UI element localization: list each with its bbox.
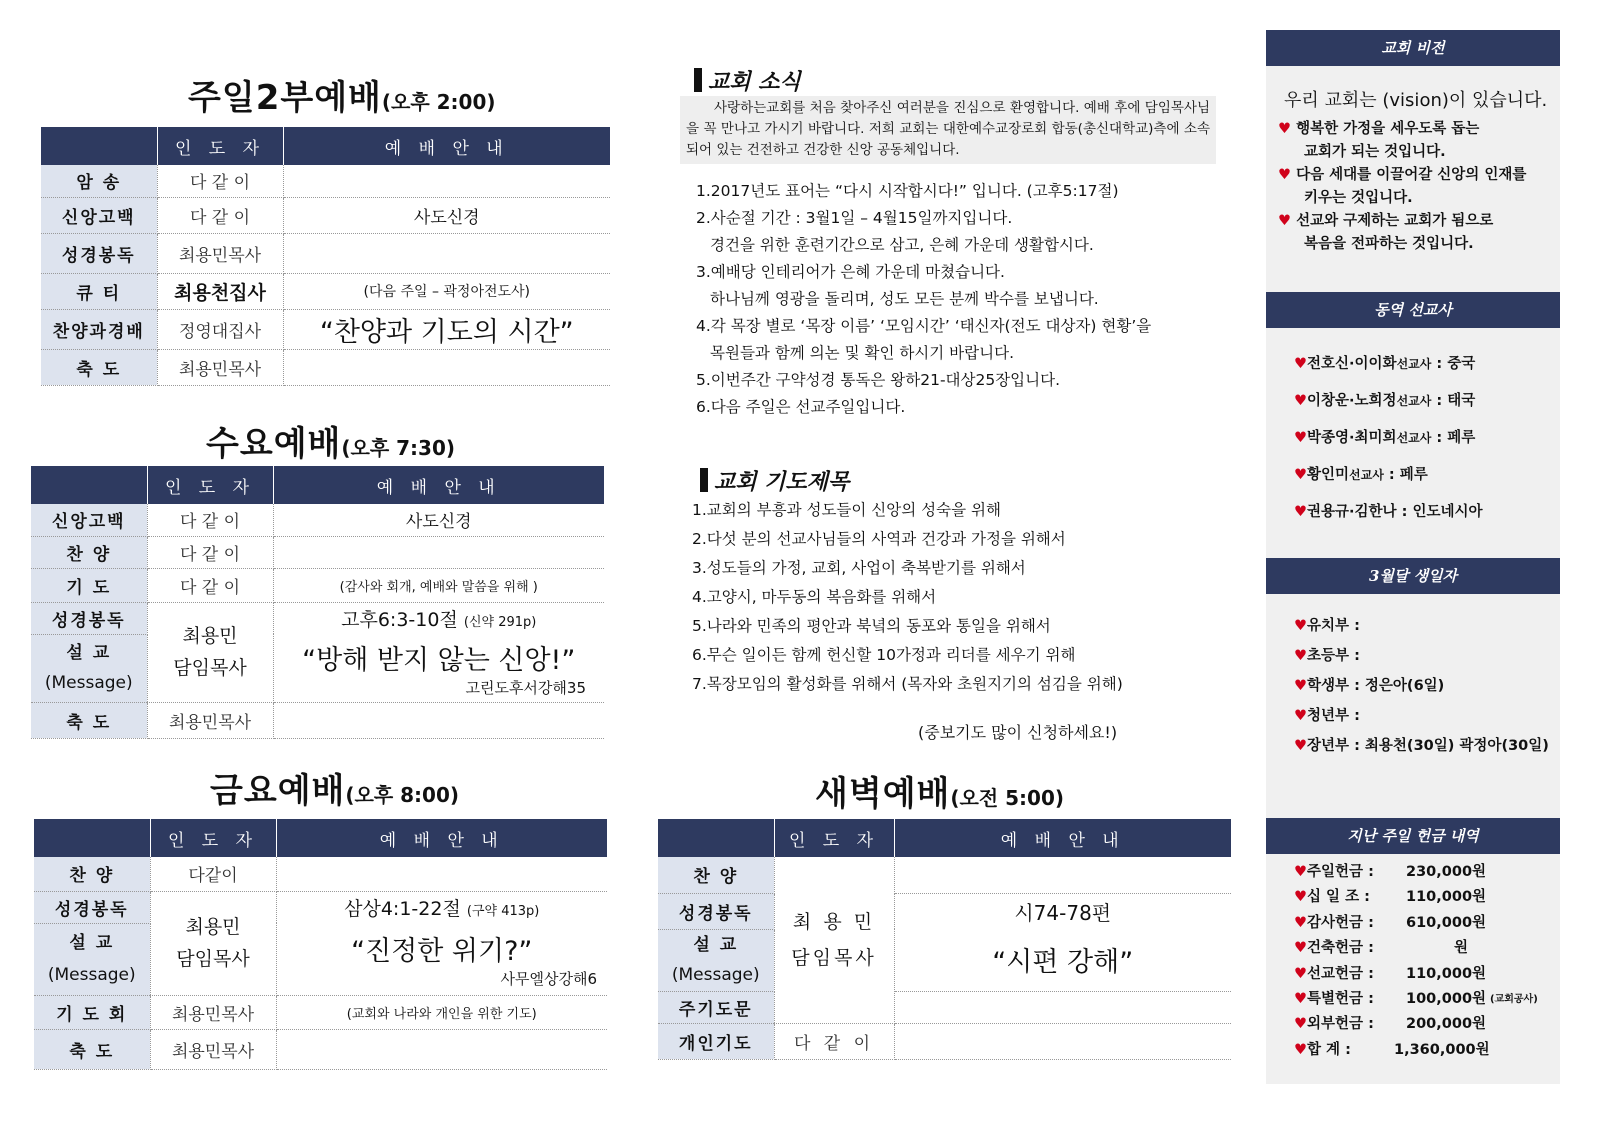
list-item: 6.무슨 일이든 함께 헌신할 10가정과 리더를 세우기 위해 (692, 646, 1076, 664)
table-header: 인 도 자 예 배 안 내 (658, 819, 1231, 857)
birthdays-heading: 3월달 생일자 (1266, 558, 1560, 594)
list-item: ♥외부헌금 : 200,000원 (1294, 1016, 1487, 1033)
list-item: ♥장년부 : 최용천(30일) 곽정아(30일) (1294, 738, 1549, 754)
table-row: 축 도 최용민목사 (34, 1029, 607, 1069)
friday-title: 금요예배(오후 8:00) (210, 771, 460, 811)
news-heading: 교회 소식 (694, 65, 801, 96)
heart-icon: ♥ (1294, 965, 1307, 982)
missionary-list (1294, 352, 1483, 537)
table-row: 설 교 (Message) “시편 강해” (658, 929, 1231, 991)
heart-icon: ♥ (1294, 393, 1307, 409)
prayer-footer: (중보기도 많이 신청하세요!) (918, 723, 1118, 742)
sunday-title: 주일2부예배(오후 2:00) (188, 78, 496, 118)
list-item: 키우는 것입니다. (1304, 190, 1413, 206)
heart-icon: ♥ (1294, 889, 1307, 906)
list-item: ♥이창운·노희정선교사 : 태국 (1294, 393, 1476, 409)
list-item: ♥특별헌금 : 100,000원 (교회공사) (1294, 990, 1538, 1007)
list-item: ♥감사헌금 : 610,000원 (1294, 914, 1487, 931)
list-item: 2.사순절 기간 : 3월1일 – 4월15일까지입니다. (696, 209, 1013, 227)
table-row: 기 도 다 같 이 (감사와 회개, 예배와 말씀을 위해 ) (31, 568, 604, 602)
list-item: 하나님께 영광을 돌리며, 성도 모든 분께 박수를 보냅니다. (710, 290, 1099, 308)
heart-icon: ♥ (1294, 940, 1307, 957)
heart-icon: ♥ (1294, 504, 1307, 520)
list-item: ♥전호신·이이화선교사 : 중국 (1294, 356, 1476, 372)
list-item: ♥ 행복한 가정을 세우도록 돕는 (1278, 121, 1480, 137)
list-item: ♥십 일 조 : 110,000원 (1294, 889, 1487, 906)
list-item: ♥청년부 : (1294, 708, 1360, 724)
birthday-list (1294, 614, 1549, 764)
offering-heading: 지난 주일 헌금 내역 (1266, 818, 1560, 854)
friday-table (34, 819, 607, 1070)
table-row: 성경봉독 최용민 담임목사 삼상4:1-22절 (구약 413p) (34, 891, 607, 923)
news-list (696, 178, 1216, 421)
heart-icon: ♥ (1294, 648, 1307, 664)
heart-icon: ♥ (1294, 467, 1307, 483)
table-row: 성경봉독 최용민 담임목사 고후6:3-10절 (신약 291p) (31, 602, 604, 634)
vision-heading: 교회 비전 (1266, 30, 1560, 66)
sunday-table (41, 127, 610, 386)
table-row: 주기도문 (658, 991, 1231, 1023)
heart-icon: ♥ (1278, 213, 1291, 229)
vision-list (1278, 118, 1560, 256)
list-item: 1.2017년도 표어는 “다시 시작합시다!” 입니다. (고후5:17절) (696, 182, 1119, 200)
prayer-heading: 교회 기도제목 (700, 465, 849, 496)
list-item: ♥학생부 : 정은아(6일) (1294, 678, 1445, 694)
heart-icon: ♥ (1294, 618, 1307, 634)
table-row: 큐 티 최용천집사 (다음 주일 – 곽정아전도사) (41, 273, 610, 309)
list-item: 7.목장모임의 활성화를 위해서 (목자와 초원지기의 섬김을 위해) (692, 675, 1123, 693)
list-item: 3.성도들의 가정, 교회, 사업이 축복받기를 위해서 (692, 559, 1026, 577)
list-item: 1.교회의 부흥과 성도들이 신앙의 성숙을 위해 (692, 501, 1001, 519)
table-row: 찬양과경배 정영대집사 “찬양과 기도의 시간” (41, 309, 610, 349)
welcome-box: 사랑하는교회를 처음 찾아주신 여러분을 진심으로 환영합니다. 예배 후에 담임목사님을 꼭 만나고 가시기 바랍니다. 저희 교회는 대한예수교장로회 합동(총신대학교)측에 소속되어 있는 건전하고 건강한 신앙 공동체입니다. (680, 96, 1216, 164)
table-header: 인 도 자 예 배 안 내 (34, 819, 607, 857)
list-item: 4.각 목장 별로 ‘목장 이름’ ‘모임시간’ ‘태신자(전도 대상자) 현황’을 (696, 317, 1152, 335)
list-item: 2.다섯 분의 선교사님들의 사역과 건강과 가정을 위해서 (692, 530, 1066, 548)
list-item: ♥권용규·김한나 : 인도네시아 (1294, 504, 1483, 520)
section-marker-icon (694, 68, 702, 92)
list-item: 6.다음 주일은 선교주일입니다. (696, 398, 906, 416)
table-row: 축 도 최용민목사 (31, 702, 604, 738)
table-row: 신앙고백 다 같 이 사도신경 (31, 504, 604, 536)
list-item: ♥유치부 : (1294, 618, 1360, 634)
list-item: ♥박종영·최미희선교사 : 페루 (1294, 430, 1476, 446)
heart-icon: ♥ (1294, 738, 1307, 754)
table-header: 인 도 자 예 배 안 내 (31, 466, 604, 504)
section-marker-icon (700, 468, 708, 492)
missionaries-heading: 동역 선교사 (1266, 292, 1560, 328)
table-row: 신앙고백 다 같 이 사도신경 (41, 197, 610, 233)
list-item: 교회가 되는 것입니다. (1304, 144, 1446, 160)
offering-list (1294, 860, 1554, 1063)
list-item: ♥ 다음 세대를 이끌어갈 신앙의 인재를 (1278, 167, 1527, 183)
table-row: 암 송 다 같 이 (41, 165, 610, 197)
table-row: 개인기도 다 같 이 (658, 1023, 1231, 1059)
wednesday-title: 수요예배(오후 7:30) (206, 424, 456, 464)
list-item: 복음을 전파하는 것입니다. (1304, 236, 1474, 252)
heart-icon: ♥ (1294, 1041, 1307, 1058)
list-item: 3.예배당 인테리어가 은혜 가운데 마쳤습니다. (696, 263, 1005, 281)
sidebar (1266, 30, 1560, 1084)
table-header: 인 도 자 예 배 안 내 (41, 127, 610, 165)
heart-icon: ♥ (1294, 708, 1307, 724)
heart-icon: ♥ (1294, 1016, 1307, 1033)
heart-icon: ♥ (1294, 356, 1307, 372)
list-item: ♥건축헌금 : 원 (1294, 940, 1469, 957)
list-item: 5.이번주간 구약성경 통독은 왕하21-대상25장입니다. (696, 371, 1061, 389)
table-row: 축 도 최용민목사 (41, 349, 610, 385)
list-item: 목원들과 함께 의논 및 확인 하시기 바랍니다. (710, 344, 1015, 362)
heart-icon: ♥ (1294, 990, 1307, 1007)
heart-icon: ♥ (1294, 430, 1307, 446)
list-item: ♥ 선교와 구제하는 교회가 됨으로 (1278, 213, 1494, 229)
heart-icon: ♥ (1278, 167, 1291, 183)
wednesday-table (31, 466, 604, 739)
list-item: ♥선교헌금 : 110,000원 (1294, 965, 1487, 982)
table-row: 기 도 회 최용민목사 (교회와 나라와 개인을 위한 기도) (34, 995, 607, 1029)
table-row: 설 교 (Message) “진정한 위기?” 사무엘상강해6 (34, 923, 607, 995)
list-item: 4.고양시, 마두동의 복음화를 위해서 (692, 588, 937, 606)
prayer-list (692, 497, 1212, 700)
heart-icon: ♥ (1294, 678, 1307, 694)
dawn-title: 새벽예배(오전 5:00) (815, 774, 1065, 814)
table-row: 성경봉독 최용민목사 (41, 233, 610, 273)
table-row: 찬 양 다같이 (34, 857, 607, 891)
list-item: 경건을 위한 훈련기간으로 삼고, 은혜 가운데 생활합시다. (710, 236, 1094, 254)
table-row: 찬 양 최 용 민 담임목사 (658, 857, 1231, 893)
dawn-table (658, 819, 1231, 1060)
list-item: ♥황인미선교사 : 페루 (1294, 467, 1428, 483)
list-item: ♥초등부 : (1294, 648, 1360, 664)
list-item: ♥합 계 : 1,360,000원 (1294, 1041, 1490, 1058)
table-row: 성경봉독 시74-78편 (658, 893, 1231, 929)
table-row: 찬 양 다 같 이 (31, 536, 604, 568)
list-item: ♥주일헌금 : 230,000원 (1294, 864, 1487, 880)
vision-intro: 우리 교회는 (vision)이 있습니다. (1284, 90, 1548, 111)
heart-icon: ♥ (1294, 864, 1307, 880)
list-item: 5.나라와 민족의 평안과 북녘의 동포와 통일을 위해서 (692, 617, 1051, 635)
table-row: 설 교 (Message) “방해 받지 않는 신앙!” 고린도후서강해35 (31, 634, 604, 702)
heart-icon: ♥ (1278, 121, 1291, 137)
heart-icon: ♥ (1294, 914, 1307, 931)
